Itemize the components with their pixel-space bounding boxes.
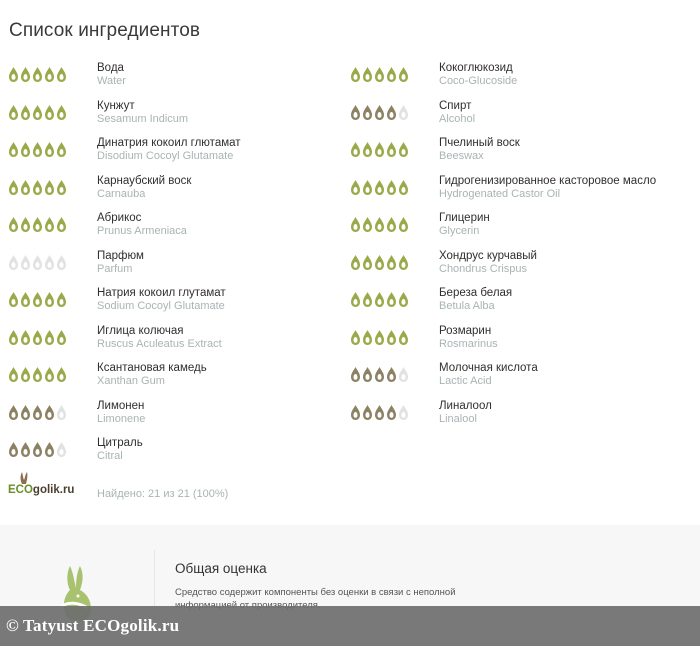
drop-icon: [374, 104, 385, 121]
drop-icon: [8, 441, 19, 458]
ingredient-text: [439, 137, 520, 163]
drop-icon: [350, 254, 361, 271]
rating-drops: [350, 66, 409, 83]
rating-drops: [8, 291, 67, 308]
ingredient-row[interactable]: [350, 287, 695, 325]
ingredient-name[interactable]: Иглица колючая: [97, 324, 184, 337]
ingredient-text: [97, 250, 144, 276]
drop-icon: [56, 329, 67, 346]
drop-icon: [350, 216, 361, 233]
ingredient-row[interactable]: [350, 400, 695, 438]
drop-icon: [44, 404, 55, 421]
ingredient-text: [97, 400, 145, 426]
ingredient-row[interactable]: [350, 175, 695, 213]
drop-icon: [398, 329, 409, 346]
drop-icon: [386, 104, 397, 121]
ingredient-row[interactable]: [350, 362, 695, 400]
ecogolik-logo[interactable]: [8, 475, 88, 503]
ingredient-name[interactable]: Лимонен: [97, 399, 145, 412]
ingredient-text: [439, 62, 517, 88]
drop-icon: [20, 366, 31, 383]
drop-icon: [32, 216, 43, 233]
drop-icon: [32, 329, 43, 346]
drop-icon: [56, 291, 67, 308]
drop-icon: [374, 66, 385, 83]
drop-icon: [56, 366, 67, 383]
drop-icon: [362, 404, 373, 421]
ingredient-row[interactable]: [8, 400, 338, 438]
rating-drops: [8, 141, 67, 158]
ingredient-latin-name: Citral: [97, 450, 123, 462]
drop-icon: [374, 179, 385, 196]
ingredient-latin-name: Parfum: [97, 262, 133, 275]
drop-icon: [386, 329, 397, 346]
rating-drops: [8, 254, 67, 271]
ingredient-name[interactable]: Кунжут: [97, 99, 135, 112]
drop-icon: [386, 216, 397, 233]
rabbit-icon: [12, 471, 36, 485]
drop-icon: [362, 216, 373, 233]
ingredient-name[interactable]: Береза белая: [439, 287, 513, 299]
rating-drops: [8, 216, 67, 233]
ingredient-name[interactable]: Парфюм: [97, 249, 144, 262]
rating-drops: [350, 104, 409, 121]
watermark-text: © Tatyust ECOgolik.ru: [6, 616, 180, 635]
ingredient-text: [97, 62, 126, 88]
drop-icon: [56, 404, 67, 421]
page-title: Список ингредиентов: [9, 20, 201, 41]
ingredient-row[interactable]: [8, 250, 338, 288]
drop-icon: [374, 141, 385, 158]
ingredient-name[interactable]: Вода: [97, 62, 124, 74]
drop-icon: [32, 291, 43, 308]
ingredient-latin-name: Ruscus Aculeatus Extract: [97, 337, 222, 350]
rating-drops: [8, 404, 67, 421]
drop-icon: [398, 104, 409, 121]
drop-icon: [20, 404, 31, 421]
ingredient-name[interactable]: Розмарин: [439, 324, 492, 337]
drop-icon: [386, 404, 397, 421]
drop-icon: [44, 441, 55, 458]
drop-icon: [56, 254, 67, 271]
summary-title: Общая оценка: [175, 561, 267, 576]
ingredient-row[interactable]: [8, 212, 338, 250]
ingredient-name[interactable]: Молочная кислота: [439, 362, 538, 374]
ingredient-row[interactable]: [8, 362, 338, 400]
ingredient-text: [439, 175, 656, 201]
drop-icon: [386, 254, 397, 271]
drop-icon: [362, 104, 373, 121]
drop-icon: [8, 104, 19, 121]
ingredient-latin-name: Disodium Cocoyl Glutamate: [97, 150, 234, 162]
ingredient-row[interactable]: [350, 100, 695, 138]
ingredient-name[interactable]: Глицерин: [439, 212, 490, 224]
drop-icon: [8, 404, 19, 421]
ingredient-name[interactable]: Пчелиный воск: [439, 137, 520, 149]
drop-icon: [374, 291, 385, 308]
drop-icon: [44, 179, 55, 196]
drop-icon: [32, 66, 43, 83]
rating-drops: [8, 179, 67, 196]
drop-icon: [56, 66, 67, 83]
ingredient-text: [97, 137, 241, 163]
drop-icon: [32, 441, 43, 458]
ingredient-text: [439, 250, 537, 276]
ingredient-row[interactable]: [8, 287, 338, 325]
drop-icon: [20, 216, 31, 233]
drop-icon: [32, 366, 43, 383]
drop-icon: [374, 366, 385, 383]
drop-icon: [362, 329, 373, 346]
ingredient-name[interactable]: Гидрогенизированное касторовое масло: [439, 174, 657, 187]
ingredient-latin-name: Lactic Acid: [439, 375, 492, 387]
ingredients-column-left: [8, 62, 338, 475]
ingredient-name[interactable]: Натрия кокоил глутамат: [97, 287, 226, 299]
drop-icon: [398, 141, 409, 158]
drop-icon: [44, 254, 55, 271]
ingredient-latin-name: Coco-Glucoside: [439, 75, 518, 87]
drop-icon: [398, 216, 409, 233]
drop-icon: [20, 104, 31, 121]
rating-drops: [350, 366, 409, 383]
drop-icon: [350, 66, 361, 83]
rating-drops: [350, 254, 409, 271]
drop-icon: [44, 104, 55, 121]
drop-icon: [8, 366, 19, 383]
drop-icon: [32, 141, 43, 158]
rating-drops: [350, 329, 409, 346]
ingredient-latin-name: Beeswax: [439, 150, 484, 162]
drop-icon: [56, 216, 67, 233]
rating-drops: [8, 441, 67, 458]
drop-icon: [398, 254, 409, 271]
copyright-watermark: [0, 606, 700, 646]
ingredient-latin-name: Water: [97, 75, 126, 87]
drop-icon: [374, 254, 385, 271]
ingredient-text: [97, 287, 226, 313]
drop-icon: [398, 66, 409, 83]
ingredient-text: [97, 175, 191, 201]
rating-drops: [350, 141, 409, 158]
rating-drops: [350, 404, 409, 421]
ingredient-row[interactable]: [8, 325, 338, 363]
drop-icon: [32, 179, 43, 196]
logo-text: ECOgolik.ru: [8, 484, 75, 496]
ingredient-text: [97, 325, 222, 351]
drop-icon: [32, 104, 43, 121]
rating-drops: [8, 366, 67, 383]
ingredient-name[interactable]: Карнаубский воск: [97, 174, 192, 187]
drop-icon: [398, 291, 409, 308]
ingredient-latin-name: Xanthan Gum: [97, 375, 165, 387]
drop-icon: [20, 329, 31, 346]
ingredient-latin-name: Glycerin: [439, 225, 480, 237]
drop-icon: [8, 141, 19, 158]
drop-icon: [374, 329, 385, 346]
ingredient-row[interactable]: [350, 137, 695, 175]
drop-icon: [44, 141, 55, 158]
ingredient-name[interactable]: Динатрия кокоил глютамат: [97, 137, 241, 149]
drop-icon: [350, 291, 361, 308]
rating-drops: [8, 104, 67, 121]
drop-icon: [350, 366, 361, 383]
drop-icon: [56, 179, 67, 196]
rating-drops: [350, 179, 409, 196]
ingredient-latin-name: Betula Alba: [439, 300, 495, 312]
ingredient-latin-name: Limonene: [97, 412, 146, 425]
drop-icon: [20, 179, 31, 196]
drop-icon: [8, 216, 19, 233]
drop-icon: [8, 66, 19, 83]
ingredient-name[interactable]: Спирт: [439, 99, 472, 112]
drop-icon: [20, 291, 31, 308]
ingredient-latin-name: Alcohol: [439, 112, 476, 125]
ingredient-row[interactable]: [8, 62, 338, 100]
drop-icon: [20, 66, 31, 83]
drop-icon: [8, 254, 19, 271]
ingredient-row[interactable]: [350, 250, 695, 288]
ingredient-row[interactable]: [8, 100, 338, 138]
ingredients-column-right: [350, 62, 695, 437]
drop-icon: [386, 179, 397, 196]
drop-icon: [20, 441, 31, 458]
drop-icon: [350, 141, 361, 158]
ingredient-row[interactable]: [350, 325, 695, 363]
ingredient-name[interactable]: Цитраль: [97, 437, 143, 449]
ingredient-text: [97, 437, 143, 463]
ingredient-name[interactable]: Хондрус курчавый: [439, 249, 537, 262]
ingredient-text: [439, 400, 492, 426]
drop-icon: [374, 216, 385, 233]
drop-icon: [386, 291, 397, 308]
drop-icon: [350, 179, 361, 196]
ingredient-text: [97, 362, 207, 388]
ingredient-latin-name: Chondrus Crispus: [439, 262, 528, 275]
drop-icon: [44, 329, 55, 346]
drop-icon: [398, 404, 409, 421]
drop-icon: [350, 404, 361, 421]
ingredient-name[interactable]: Абрикос: [97, 212, 142, 224]
drop-icon: [44, 291, 55, 308]
ingredient-latin-name: Linalool: [439, 412, 477, 425]
ingredient-text: [439, 100, 475, 126]
ingredient-text: [439, 362, 538, 388]
rating-drops: [8, 66, 67, 83]
drop-icon: [44, 366, 55, 383]
drop-icon: [362, 254, 373, 271]
drop-icon: [20, 254, 31, 271]
drop-icon: [350, 329, 361, 346]
summary-description: Средство содержит компоненты без оценки в связи с неполной: [175, 587, 456, 598]
ingredient-row[interactable]: [8, 137, 338, 175]
ingredient-row[interactable]: [350, 62, 695, 100]
drop-icon: [398, 179, 409, 196]
drop-icon: [362, 66, 373, 83]
ingredient-text: [439, 325, 498, 351]
ingredient-latin-name: Sesamum Indicum: [97, 112, 189, 125]
drop-icon: [350, 104, 361, 121]
found-count: Найдено: 21 из 21 (100%): [97, 488, 229, 500]
drop-icon: [374, 404, 385, 421]
ingredient-latin-name: Prunus Armeniaca: [97, 225, 187, 237]
ingredient-row[interactable]: [8, 437, 338, 475]
ingredient-row[interactable]: [8, 175, 338, 213]
drop-icon: [56, 104, 67, 121]
drop-icon: [362, 291, 373, 308]
ingredient-row[interactable]: [350, 212, 695, 250]
drop-icon: [386, 141, 397, 158]
drop-icon: [386, 366, 397, 383]
ingredient-latin-name: Rosmarinus: [439, 337, 498, 350]
drop-icon: [398, 366, 409, 383]
drop-icon: [56, 141, 67, 158]
ingredient-name[interactable]: Ксантановая камедь: [97, 362, 207, 374]
drop-icon: [44, 216, 55, 233]
ingredient-latin-name: Hydrogenated Castor Oil: [439, 187, 561, 200]
drop-icon: [362, 179, 373, 196]
rating-drops: [8, 329, 67, 346]
drop-icon: [56, 441, 67, 458]
ingredient-latin-name: Carnauba: [97, 187, 146, 200]
ingredient-text: [97, 100, 188, 126]
drop-icon: [386, 66, 397, 83]
drop-icon: [8, 291, 19, 308]
ingredient-name[interactable]: Кокоглюкозид: [439, 62, 513, 74]
drop-icon: [362, 141, 373, 158]
drop-icon: [8, 329, 19, 346]
ingredient-text: [439, 212, 490, 238]
drop-icon: [32, 404, 43, 421]
ingredient-name[interactable]: Линалоол: [439, 399, 492, 412]
drop-icon: [32, 254, 43, 271]
drop-icon: [20, 141, 31, 158]
results-footer: [8, 475, 338, 505]
rating-drops: [350, 291, 409, 308]
ingredient-latin-name: Sodium Cocoyl Glutamate: [97, 300, 225, 312]
rating-drops: [350, 216, 409, 233]
ingredient-text: [439, 287, 512, 313]
drop-icon: [362, 366, 373, 383]
drop-icon: [8, 179, 19, 196]
drop-icon: [44, 66, 55, 83]
ingredient-text: [97, 212, 187, 238]
